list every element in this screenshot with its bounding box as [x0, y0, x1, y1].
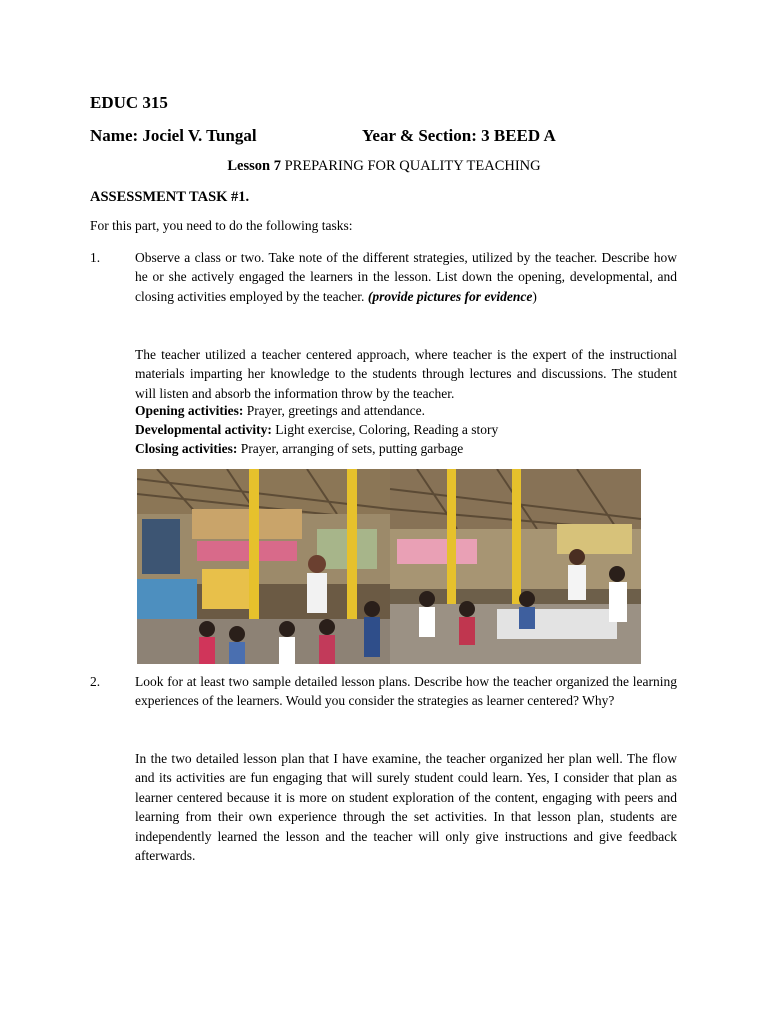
emphasis-open-paren: ( — [367, 288, 373, 304]
classroom-photos-illustration — [137, 469, 641, 664]
course-code: EDUC 315 — [90, 93, 168, 112]
developmental-activity — [135, 422, 498, 438]
item-1-question-text: Observe a class or two. Take note of the different strategies, utilized by the teacher. Describe how he or she actively engaged the learners in the lesson. List down the opening, developmental, and closing activities employed by the teacher. — [135, 250, 677, 304]
closing-activities — [135, 441, 463, 457]
item-1-question — [135, 248, 677, 306]
opening-value: Prayer, greetings and attendance. — [246, 403, 426, 418]
classroom-photo-left — [137, 469, 390, 664]
intro-text: For this part, you need to do the following tasks: — [90, 218, 353, 233]
lesson-label: Lesson 7 — [227, 158, 281, 174]
item-2-answer: In the two detailed lesson plan that I have examine, the teacher organized her plan well. The flow and its activities are fun engaging that will surely student could learn. Yes, I consider that plan as learner centered because it is more on student exploration of the content, engaging with peers and learning from their own experience through the set activities. In that lesson plan, students are independently learned the lesson and the teacher will only give instructions and give feedback afterwards. — [135, 751, 677, 864]
item-1-question-emphasis: provide pictures for evidence — [372, 288, 533, 304]
student-name: Name: Jociel V. Tungal — [90, 126, 257, 145]
developmental-label: Developmental activity: — [135, 422, 272, 437]
emphasis-close-paren: ) — [532, 288, 537, 304]
assessment-task-title: ASSESSMENT TASK #1. — [90, 189, 250, 205]
item-1-number: 1. — [90, 250, 101, 265]
opening-activities — [135, 403, 425, 419]
year-section: Year & Section: 3 BEED A — [362, 126, 556, 145]
opening-label: Opening activities: — [135, 403, 244, 418]
classroom-evidence-photos — [137, 469, 641, 664]
item-2-number: 2. — [90, 674, 101, 689]
lesson-title: PREPARING FOR QUALITY TEACHING — [284, 158, 541, 174]
item-2-question: Look for at least two sample detailed lesson plans. Describe how the teacher organized the learning experiences of the learners. Would you consider the strategies as learner centered? Why? — [135, 674, 677, 709]
developmental-value: Light exercise, Coloring, Reading a story — [275, 422, 499, 437]
closing-value: Prayer, arranging of sets, putting garbage — [240, 441, 464, 456]
classroom-photo-right — [390, 469, 641, 664]
closing-label: Closing activities: — [135, 441, 238, 456]
lesson-heading — [0, 158, 768, 175]
item-1-answer: The teacher utilized a teacher centered approach, where teacher is the expert of the instructional materials imparting her knowledge to the students through lectures and discussions. The student will listen and absorb the information throw by the teacher. — [135, 347, 677, 401]
